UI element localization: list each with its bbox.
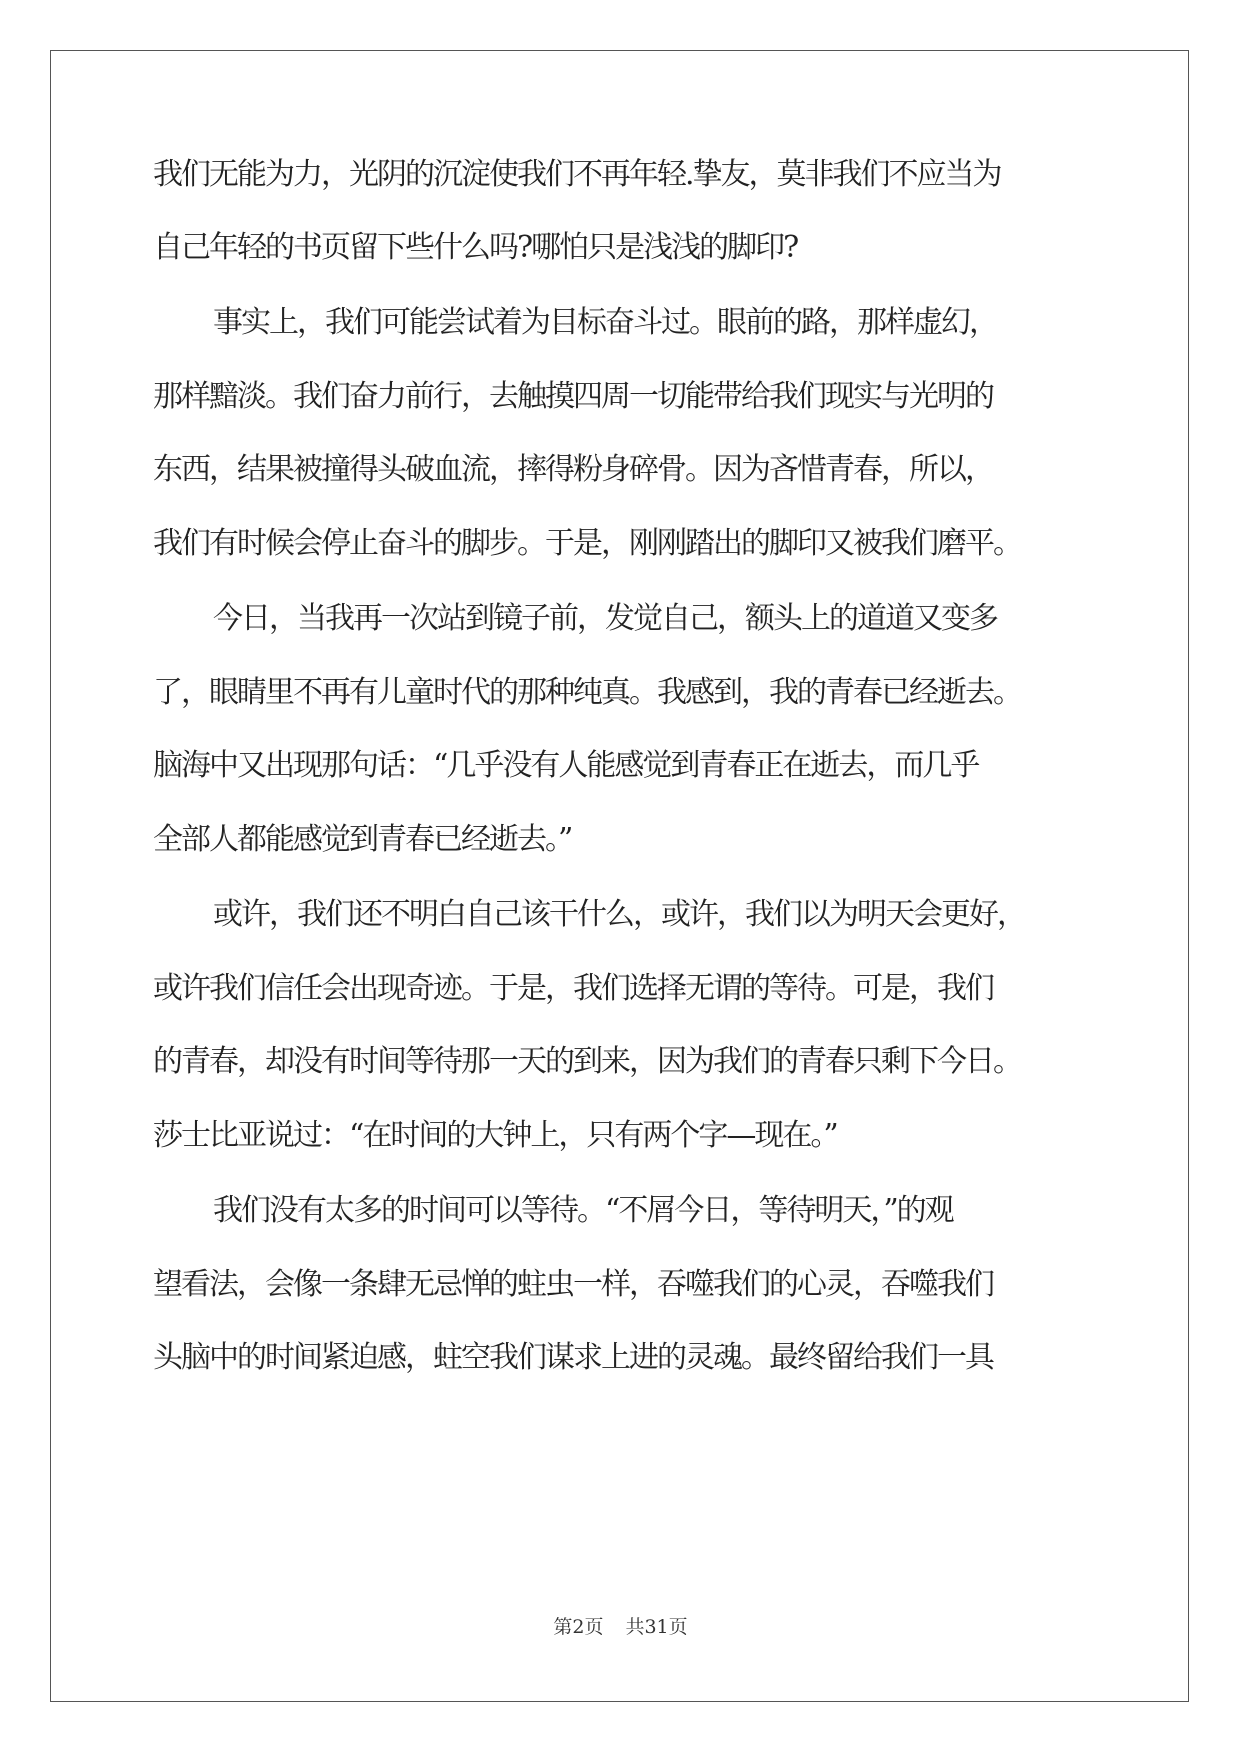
text-line: 那样黯淡。我们奋力前行，去触摸四周一切能带给我们现实与光明的 bbox=[153, 379, 993, 414]
text-line: 自己年轻的书页留下些什么吗?哪怕只是浅浅的脚印? bbox=[153, 230, 798, 265]
page-number: 第2页 bbox=[553, 1616, 604, 1638]
text-line: 我们有时候会停止奋斗的脚步。于是，刚刚踏出的脚印又被我们磨平。 bbox=[153, 526, 1021, 561]
text-line: 或许我们信任会出现奇迹。于是，我们选择无谓的等待。可是，我们 bbox=[153, 971, 993, 1006]
paragraph-first-line: 今日，当我再一次站到镜子前，发觉自己，额头上的道道又变多 bbox=[213, 601, 997, 636]
text-line: 全部人都能感觉到青春已经逝去。” bbox=[153, 822, 572, 857]
text-line: 东西，结果被撞得头破血流，摔得粉身碎骨。因为吝惜青春，所以， bbox=[153, 452, 993, 487]
page-total: 共31页 bbox=[625, 1616, 688, 1638]
text-line: 头脑中的时间紧迫感，蛀空我们谋求上进的灵魂。最终留给我们一具 bbox=[153, 1340, 993, 1375]
paragraph-first-line: 事实上，我们可能尝试着为目标奋斗过。眼前的路，那样虚幻， bbox=[213, 305, 997, 340]
text-line: 莎士比亚说过：“在时间的大钟上，只有两个字—现在。” bbox=[153, 1118, 837, 1153]
page-footer bbox=[0, 1615, 1241, 1639]
page-border bbox=[50, 50, 1189, 1702]
text-line: 我们无能为力，光阴的沉淀使我们不再年轻.挚友，莫非我们不应当为 bbox=[153, 157, 1001, 192]
text-line: 脑海中又出现那句话：“几乎没有人能感觉到青春正在逝去，而几乎 bbox=[153, 748, 979, 783]
text-line: 了，眼睛里不再有儿童时代的那种纯真。我感到，我的青春已经逝去。 bbox=[153, 675, 1021, 710]
text-line: 望看法，会像一条肆无忌惮的蛀虫一样，吞噬我们的心灵，吞噬我们 bbox=[153, 1267, 993, 1302]
text-line: 的青春，却没有时间等待那一天的到来，因为我们的青春只剩下今日。 bbox=[153, 1044, 1021, 1079]
paragraph-first-line: 或许，我们还不明白自己该干什么，或许，我们以为明天会更好， bbox=[213, 897, 1025, 932]
paragraph-first-line: 我们没有太多的时间可以等待。“不屑今日，等待明天，”的观 bbox=[213, 1193, 953, 1228]
